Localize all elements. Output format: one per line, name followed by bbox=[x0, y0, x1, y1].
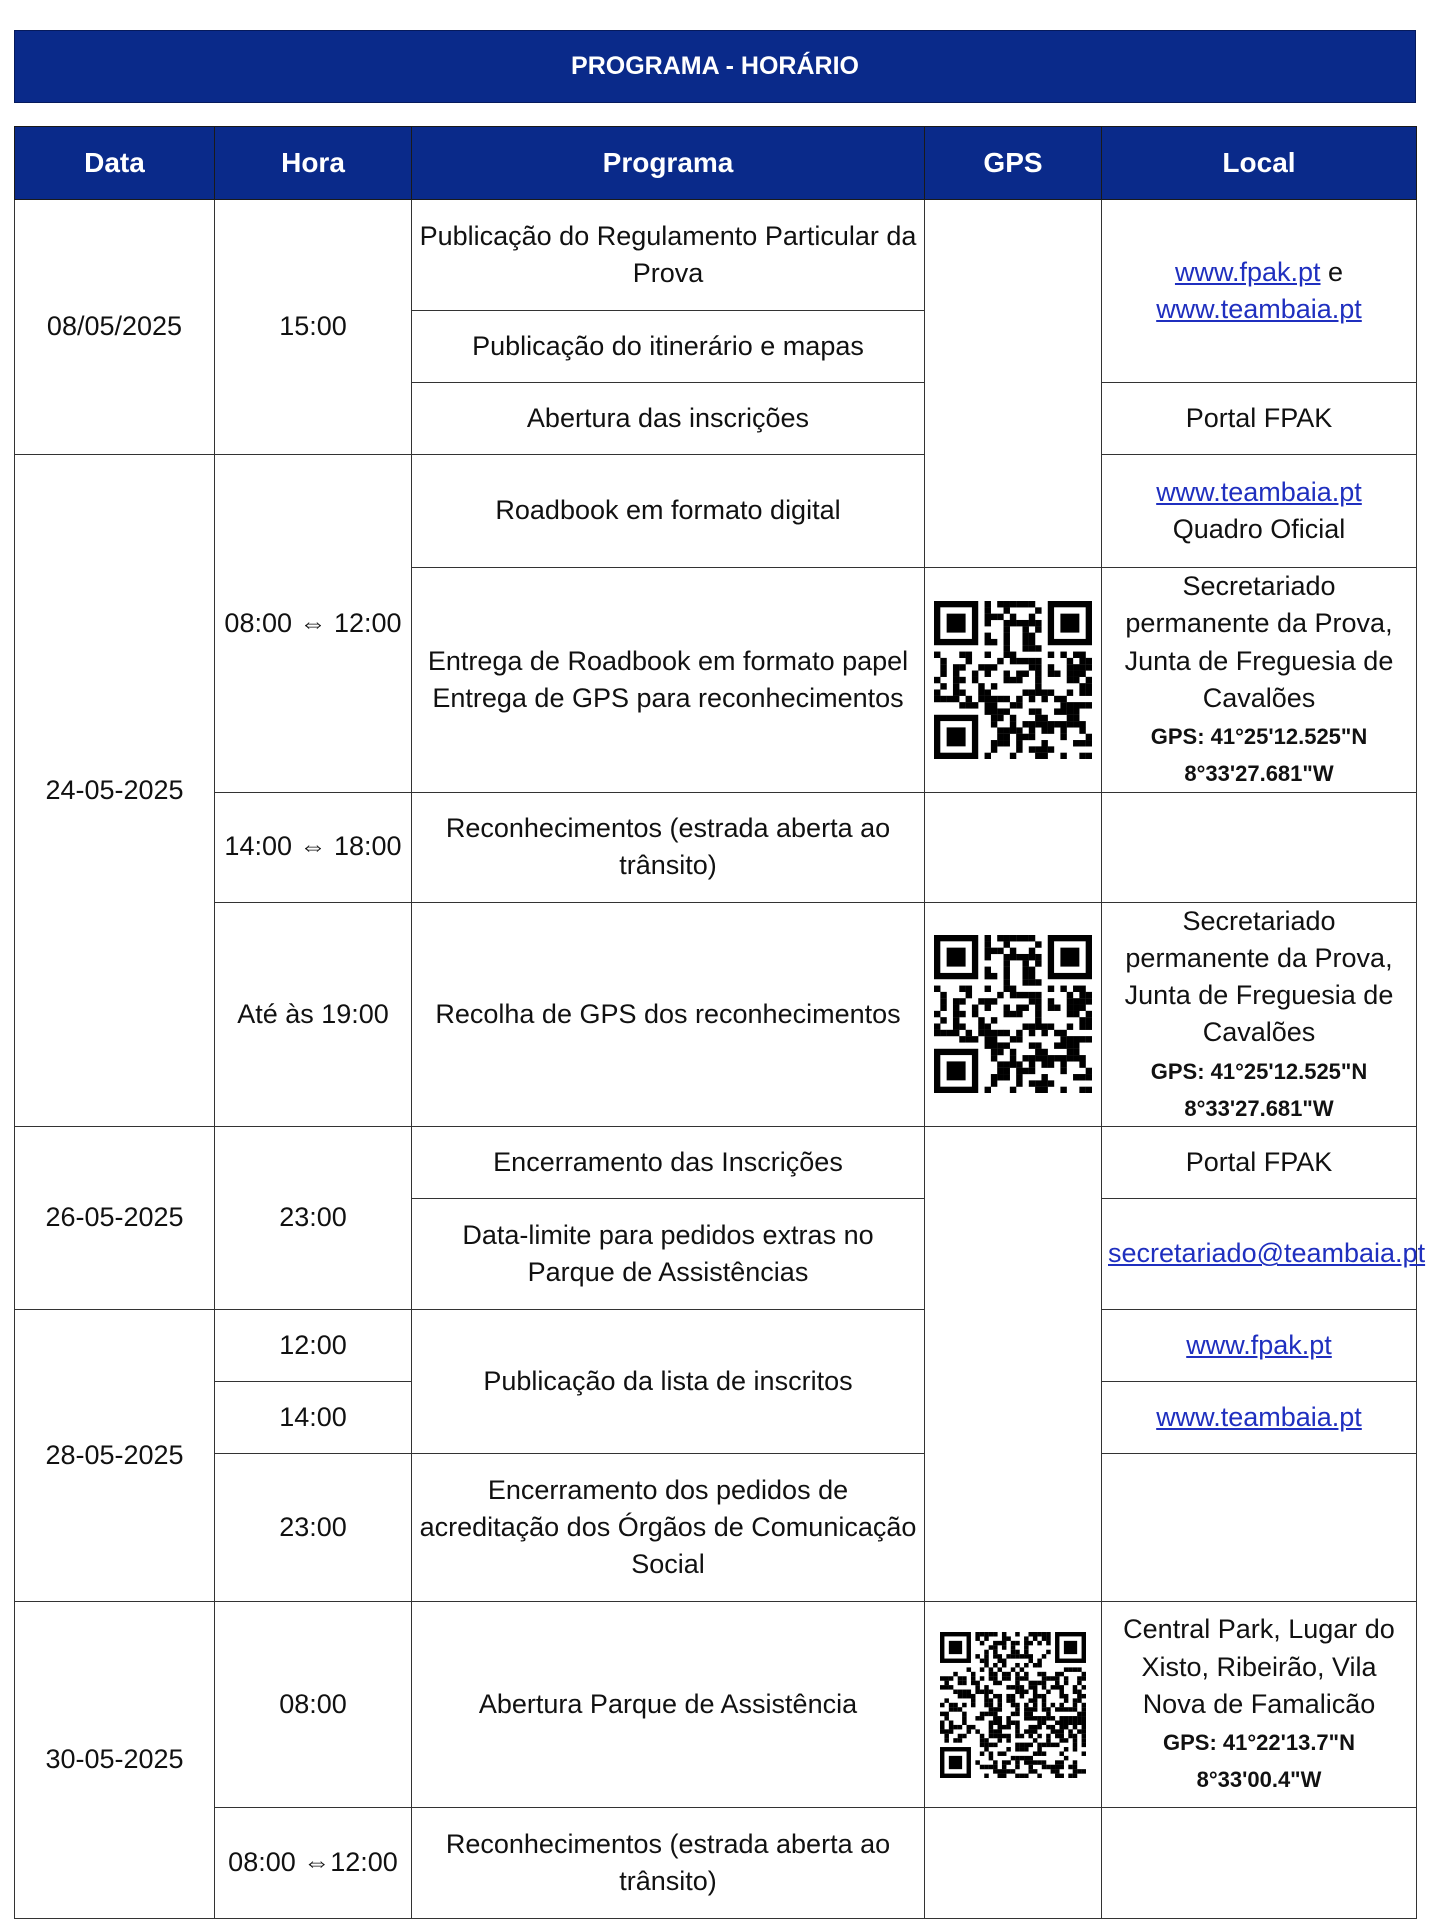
program-cell: Publicação da lista de inscritos bbox=[412, 1310, 925, 1454]
program-cell: Reconhecimentos (estrada aberta ao trânsito) bbox=[412, 792, 925, 902]
local-text: Central Park, Lugar do Xisto, Ribeirão, Vila Nova de Famalicão bbox=[1123, 1614, 1395, 1719]
local-cell-empty bbox=[1102, 792, 1417, 902]
program-cell: Abertura das inscrições bbox=[412, 383, 925, 455]
gps-cell bbox=[925, 1602, 1102, 1808]
program-line: Entrega de Roadbook em formato papel bbox=[427, 645, 909, 676]
header-local: Local bbox=[1102, 127, 1417, 200]
teambaia-link[interactable]: www.teambaia.pt bbox=[1156, 294, 1362, 324]
gps-cell-empty bbox=[925, 792, 1102, 902]
page-title: PROGRAMA - HORÁRIO bbox=[14, 30, 1416, 103]
program-cell bbox=[412, 568, 925, 793]
program-cell: Recolha de GPS dos reconhecimentos bbox=[412, 902, 925, 1127]
time-cell: 12:00 bbox=[215, 1310, 412, 1382]
program-cell: Reconhecimentos (estrada aberta ao trânsito) bbox=[412, 1808, 925, 1919]
gps-cell-empty bbox=[925, 1808, 1102, 1919]
header-programa: Programa bbox=[412, 127, 925, 200]
qr-code-icon[interactable] bbox=[934, 601, 1092, 759]
local-cell bbox=[1102, 455, 1417, 568]
gps-cell-empty bbox=[925, 200, 1102, 568]
gps-coord: 8°33'27.681"W bbox=[1184, 1095, 1334, 1121]
table-row bbox=[15, 792, 1417, 902]
date-cell: 28-05-2025 bbox=[15, 1310, 215, 1602]
fpak-link[interactable]: www.fpak.pt bbox=[1174, 256, 1321, 287]
program-cell: Roadbook em formato digital bbox=[412, 455, 925, 568]
gps-coord: 8°33'00.4"W bbox=[1196, 1767, 1322, 1793]
program-cell: Publicação do itinerário e mapas bbox=[412, 311, 925, 383]
program-cell: Encerramento das Inscrições bbox=[412, 1127, 925, 1199]
local-cell-empty bbox=[1102, 1454, 1417, 1602]
local-cell-empty bbox=[1102, 1808, 1417, 1919]
program-cell: Encerramento dos pedidos de acreditação dos Órgãos de Comunicação Social bbox=[412, 1454, 925, 1602]
time-cell: 23:00 bbox=[215, 1454, 412, 1602]
header-data: Data bbox=[15, 127, 215, 200]
time-cell: Até às 19:00 bbox=[215, 902, 412, 1127]
gps-cell bbox=[925, 902, 1102, 1127]
program-line: Entrega de GPS para reconhecimentos bbox=[432, 682, 904, 713]
local-cell bbox=[1102, 1602, 1417, 1808]
date-cell: 30-05-2025 bbox=[15, 1602, 215, 1919]
table-row bbox=[15, 902, 1417, 1127]
table-row bbox=[15, 1310, 1417, 1382]
gps-coord: GPS: 41°22'13.7"N bbox=[1162, 1730, 1355, 1756]
local-cell bbox=[1102, 1382, 1417, 1454]
local-cell bbox=[1102, 568, 1417, 793]
local-cell bbox=[1102, 902, 1417, 1127]
gps-coord: GPS: 41°25'12.525"N bbox=[1150, 1058, 1368, 1084]
time-cell: 08:00 ⇔ 12:00 bbox=[215, 455, 412, 793]
program-cell: Data-limite para pedidos extras no Parque de Assistências bbox=[412, 1199, 925, 1310]
teambaia-link[interactable]: www.teambaia.pt bbox=[1156, 1401, 1362, 1432]
time-cell: 23:00 bbox=[215, 1127, 412, 1310]
date-cell: 08/05/2025 bbox=[15, 200, 215, 455]
table-row bbox=[15, 1454, 1417, 1602]
time-cell: 08:00 ⇔12:00 bbox=[215, 1808, 412, 1919]
local-text: Secretariado permanente da Prova, Junta de Freguesia de Cavalões bbox=[1124, 905, 1394, 1048]
table-row bbox=[15, 455, 1417, 568]
gps-coord: GPS: 41°25'12.525"N bbox=[1150, 724, 1368, 749]
qr-code-icon[interactable] bbox=[934, 935, 1092, 1093]
table-row bbox=[15, 1602, 1417, 1808]
time-cell: 08:00 bbox=[215, 1602, 412, 1808]
time-cell: 14:00 ⇔ 18:00 bbox=[215, 792, 412, 902]
time-cell: 14:00 bbox=[215, 1382, 412, 1454]
email-link[interactable]: secretariado@teambaia.pt bbox=[1108, 1238, 1426, 1269]
date-cell: 24-05-2025 bbox=[15, 455, 215, 1127]
table-row bbox=[15, 1127, 1417, 1199]
fpak-link[interactable]: www.fpak.pt bbox=[1186, 1329, 1332, 1360]
local-cell bbox=[1102, 1310, 1417, 1382]
gps-cell bbox=[925, 568, 1102, 793]
time-cell: 15:00 bbox=[215, 200, 412, 455]
program-cell: Abertura Parque de Assistência bbox=[412, 1602, 925, 1808]
gps-coord: 8°33'27.681"W bbox=[1184, 761, 1334, 787]
teambaia-link[interactable]: www.teambaia.pt bbox=[1156, 476, 1362, 507]
local-cell: Portal FPAK bbox=[1102, 383, 1417, 455]
date-cell: 26-05-2025 bbox=[15, 1127, 215, 1310]
local-and-text: e bbox=[1320, 256, 1344, 287]
table-row bbox=[15, 200, 1417, 311]
table-row bbox=[15, 1808, 1417, 1919]
header-hora: Hora bbox=[215, 127, 412, 200]
local-cell bbox=[1102, 1199, 1426, 1310]
gps-cell-empty bbox=[925, 1127, 1102, 1602]
program-cell: Publicação do Regulamento Particular da Prova bbox=[412, 200, 925, 311]
local-cell bbox=[1102, 200, 1417, 383]
local-cell: Portal FPAK bbox=[1102, 1127, 1417, 1199]
header-gps: GPS bbox=[925, 127, 1102, 200]
local-text: Secretariado permanente da Prova, Junta de Freguesia de Cavalões bbox=[1124, 571, 1394, 713]
local-text: Quadro Oficial bbox=[1172, 514, 1346, 544]
qr-code-icon[interactable] bbox=[940, 1632, 1086, 1778]
program-table bbox=[14, 126, 1426, 1919]
